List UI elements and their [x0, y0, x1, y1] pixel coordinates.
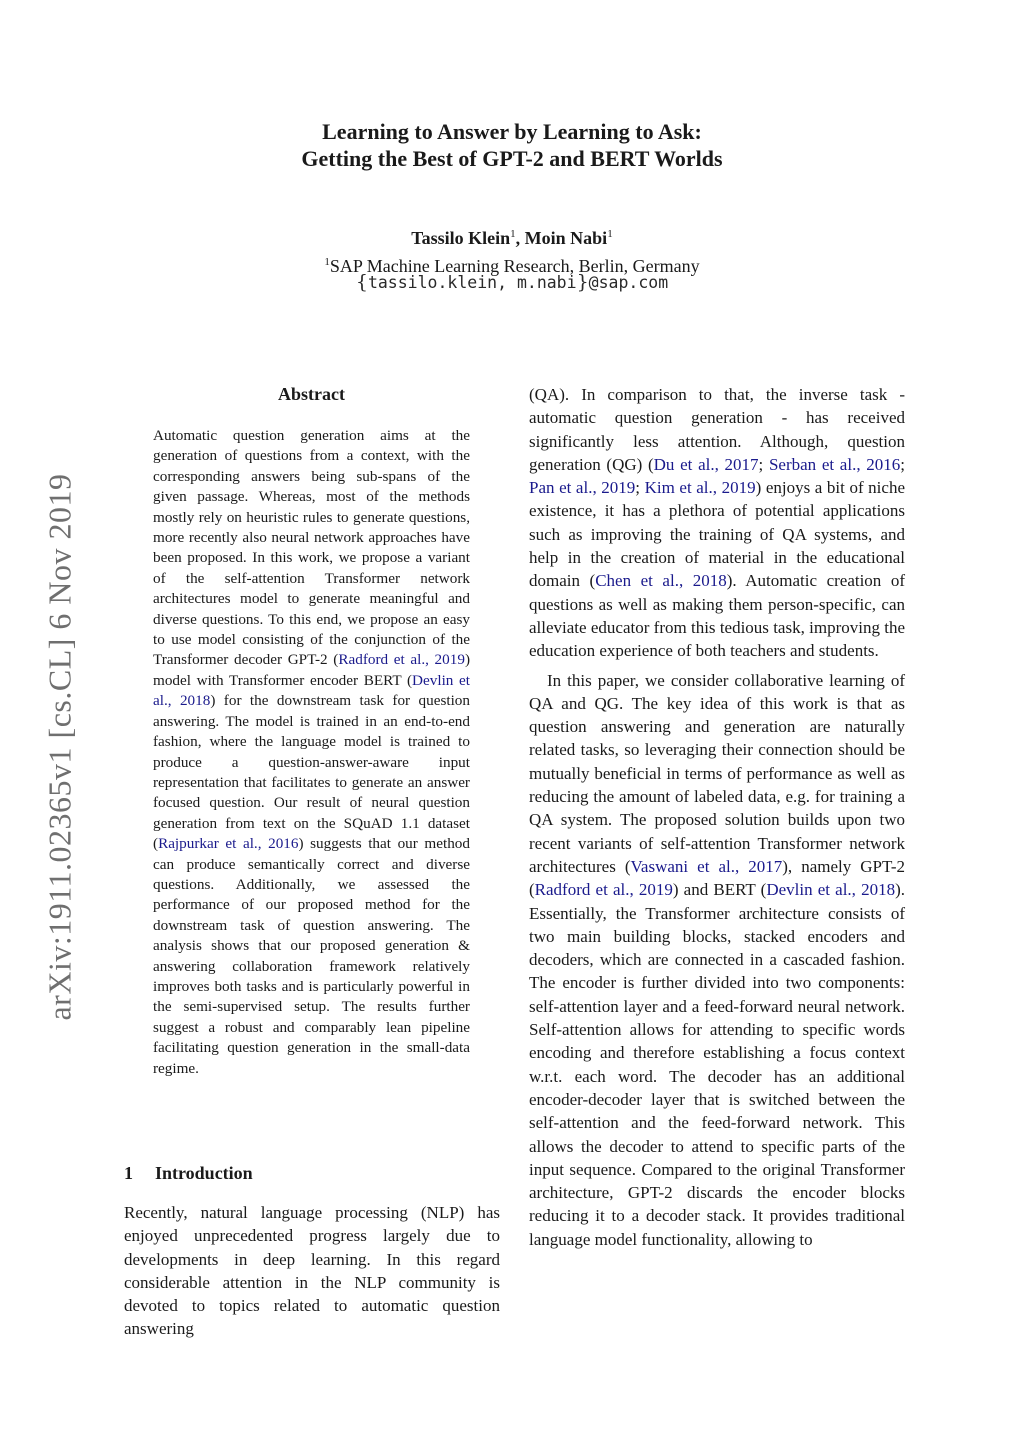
citation-separator: ;	[900, 454, 905, 474]
citation-link[interactable]: Vaswani et al., 2017	[630, 856, 783, 876]
citation-separator: ;	[758, 454, 769, 474]
introduction-paragraph: Recently, natural language processing (NLP) has enjoyed unprecedented progress largely due to developments in deep learning. In this regard considerable attention in the NLP community is devoted to topics related to automatic question answering	[124, 1203, 500, 1339]
arxiv-identifier: arXiv:1911.02365v1 [cs.CL] 6 Nov 2019	[41, 473, 78, 1021]
author-block	[0, 222, 1024, 278]
section-number: 1	[124, 1163, 133, 1183]
citation-separator: ;	[635, 478, 645, 498]
section-heading-introduction	[124, 1163, 253, 1184]
citation-link[interactable]: Radford et al., 2019	[338, 651, 465, 669]
affiliation-text: SAP Machine Learning Research, Berlin, Germany	[329, 256, 700, 276]
section-title: Introduction	[155, 1163, 253, 1183]
citation-link[interactable]: Kim et al., 2019	[644, 478, 756, 498]
abstract-heading: Abstract	[278, 384, 345, 404]
citation-link[interactable]: Serban et al., 2016	[768, 454, 901, 474]
citation-link[interactable]: Rajpurkar et al., 2016	[158, 835, 299, 853]
email-brace-open: {	[355, 271, 368, 293]
abstract-text-1: Automatic question generation aims at the generation of questions from a context, with the corresponding answers being sub-spans of the given passage. Whereas, most of the methods mostly rely on heuristic rules to generate questions, more recently also neural network approaches have been proposed. In this work, we propose a variant of the self-attention Transformer network architectures model to generate meaningful and diverse questions. To this end, we propose an easy to use model consisting of the conjunction of the Transformer decoder GPT-2 (	[153, 427, 470, 669]
email-users: tassilo.klein, m.nabi	[367, 273, 577, 292]
citation-link[interactable]: Radford et al., 2019	[534, 880, 673, 900]
paragraph-text: In this paper, we consider collaborative learning of QA and QG. The key idea of this work is that as question answering and generation are naturally related tasks, so leveraging their connection should be mutually beneficial in terms of performance as well as reducing the amount of labeled data, e.g. for training a QA system. The proposed solution builds upon two recent variants of self-attention Transformer network architectures (	[529, 670, 905, 876]
author-1-affiliation-mark: 1	[510, 228, 516, 240]
author-names	[0, 222, 1024, 250]
paper-title	[0, 118, 1024, 172]
citation-link[interactable]: Pan et al., 2019	[529, 478, 636, 498]
citation-link[interactable]: Devlin et al., 2018	[153, 671, 470, 710]
author-2-affiliation-mark: 1	[607, 228, 613, 240]
author-emails	[0, 271, 1024, 293]
right-column	[529, 383, 905, 1251]
paragraph-2	[529, 669, 905, 1251]
author-separator: ,	[515, 228, 525, 248]
citation-link[interactable]: Chen et al., 2018	[595, 571, 727, 591]
affiliation-mark: 1	[324, 256, 330, 268]
abstract-text-4: ) suggests that our method can produce semantically correct and diverse questions. Additionally, we assessed the performance of our proposed method for the downstream task of question answering. The analysis shows that our proposed generation & answering collaboration framework relatively improves both tasks and is particularly powerful in the semi-supervised setup. The results further suggest a robust and comparably lean pipeline facilitating question generation in the small-data regime.	[153, 835, 470, 1077]
author-2: Moin Nabi	[524, 228, 608, 248]
email-domain: @sap.com	[588, 273, 669, 292]
author-1: Tassilo Klein	[411, 228, 511, 248]
paragraph-text: ). Essentially, the Transformer architecture consists of two main building blocks, stacked encoders and decoders, which are connected in a cascaded fashion. The encoder is further divided into two components: self-attention layer and a feed-forward neural network. Self-attention allows for attending to specific words encoding and therefore establishing a focus context w.r.t. each word. The decoder has an additional encoder-decoder layer that is switched between the self-attention and the feed-forward network. This allows the decoder to attend to specific parts of the input sequence. Compared to the original Transformer architecture, GPT-2 discards the encoder blocks reducing it to a decoder stack. It provides traditional language model functionality, allowing to	[529, 880, 905, 1249]
citation-link[interactable]: Du et al., 2017	[653, 454, 759, 474]
paragraph-text: ) enjoys a bit of niche existence, it has a plethora of potential applications such as improving the training of QA systems, and help in the creation of material in the educational domain (	[529, 478, 905, 591]
paragraph-text: (QA). In comparison to that, the inverse task - automatic question generation - has received significantly less attention. Although, question generation (QG) (	[529, 385, 905, 474]
paragraph-text: ), namely GPT-2 (	[529, 856, 905, 900]
citation-link[interactable]: Devlin et al., 2018	[766, 880, 896, 900]
abstract-body	[153, 426, 470, 1079]
paragraph-text: ). Automatic creation of questions as well as making them person-specific, can alleviate educator from this tedious task, improving the education experience of both teachers and students.	[529, 571, 906, 661]
abstract-text-3: ) for the downstream task for question answering. The model is trained in an end-to-end fashion, where the language model is trained to produce a question-answer-aware input representation that facilitates to generate an answer focused question. Our result of neural question generation from text on the SQuAD 1.1 dataset (	[153, 692, 470, 853]
abstract-text-2: ) model with Transformer encoder BERT (	[153, 651, 470, 689]
title-line-2: Getting the Best of GPT-2 and BERT Worlds	[301, 146, 723, 171]
paragraph-text: ) and BERT (	[672, 880, 767, 900]
title-line-1: Learning to Answer by Learning to Ask:	[322, 119, 702, 144]
email-brace-close: }	[576, 271, 589, 293]
paragraph-1	[529, 383, 905, 663]
